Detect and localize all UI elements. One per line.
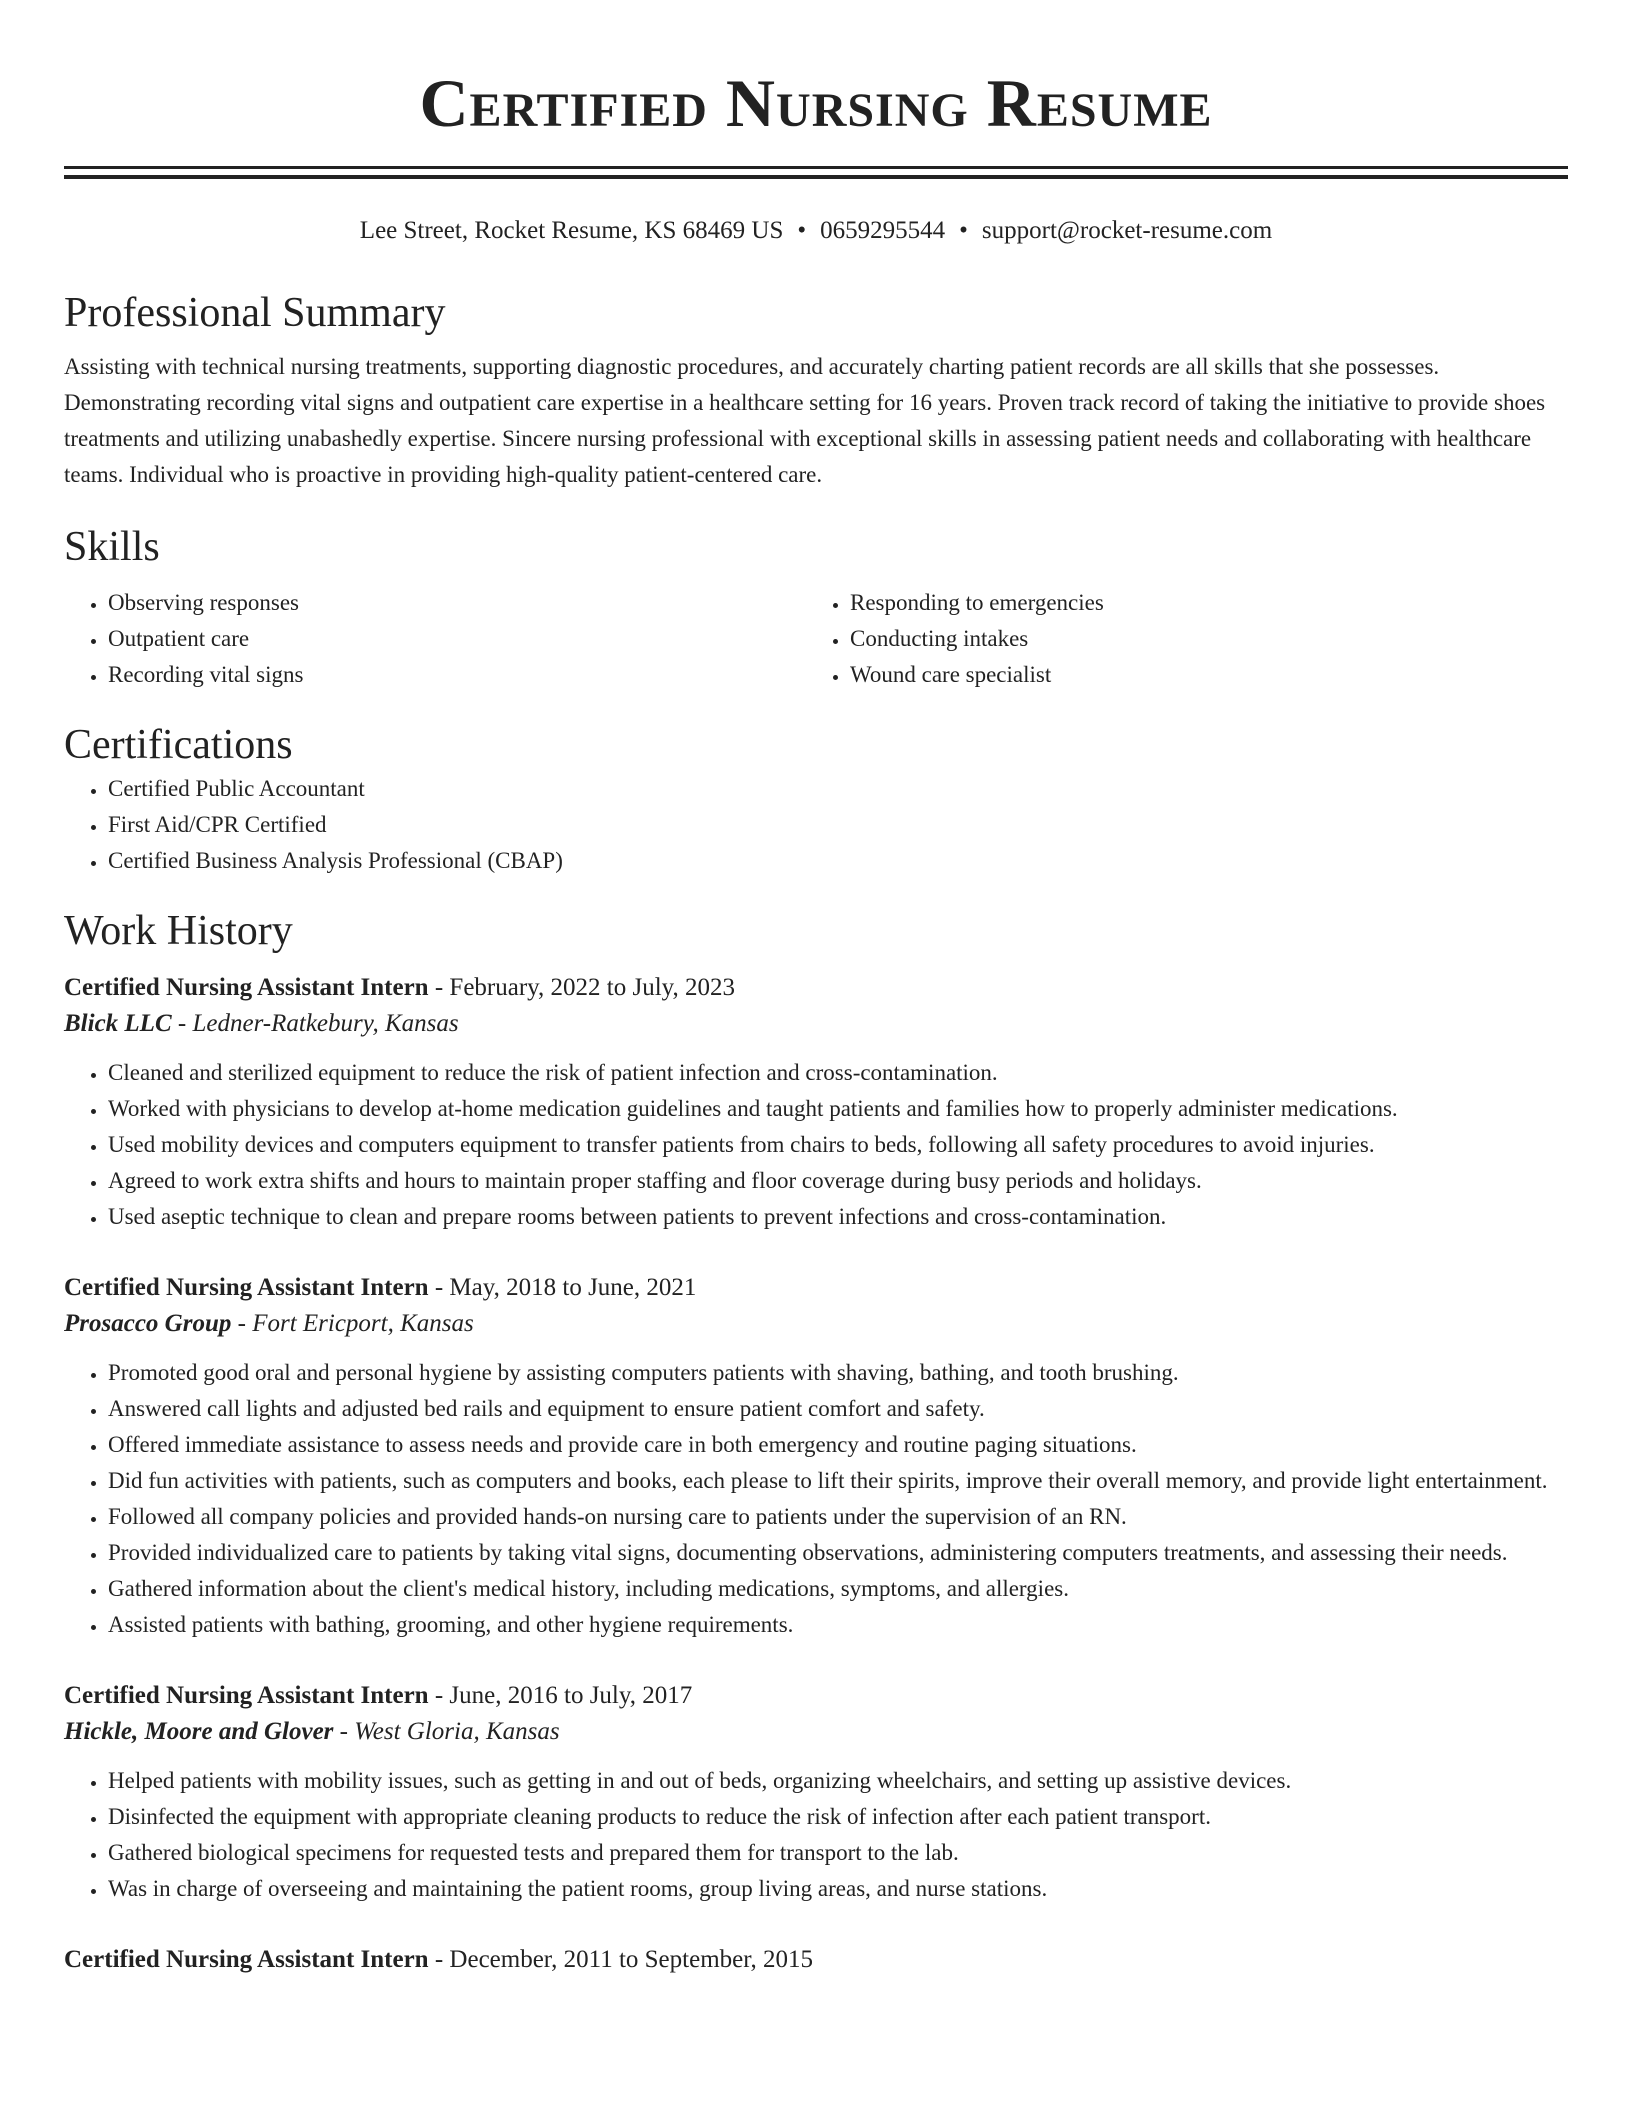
job-duties-list: [64, 1055, 1568, 1235]
certifications-list: [64, 771, 1568, 879]
job-title: Certified Nursing Assistant Intern: [64, 1274, 429, 1301]
title-divider-top: [64, 166, 1568, 169]
job-title-line: Certified Nursing Assistant Intern - February, 2022 to July, 2023: [64, 974, 736, 1001]
job-duty: • Helped patients with mobility issues, such as getting in and out of beds, organizing wheelchairs, and setting up assistive devices.: [108, 1763, 1568, 1799]
resume-title: Certified Nursing Resume: [419, 65, 1213, 141]
company-line: Hickle, Moore and Glover - West Gloria, Kansas: [64, 1718, 560, 1745]
job-entry: [64, 1943, 1568, 1977]
job-title: Certified Nursing Assistant Intern: [64, 1682, 429, 1709]
company-name: Hickle, Moore and Glover: [64, 1718, 334, 1745]
job-title-line: Certified Nursing Assistant Intern - May, 2018 to June, 2021: [64, 1274, 697, 1301]
company-location: West Gloria, Kansas: [354, 1718, 560, 1745]
company-line: Prosacco Group - Fort Ericport, Kansas: [64, 1310, 474, 1337]
job-duty: • Was in charge of overseeing and maintaining the patient rooms, group living areas, and nurse stations.: [108, 1871, 1568, 1907]
title-divider-bottom: [64, 175, 1568, 179]
job-duties-list: [64, 1763, 1568, 1907]
job-duty: • Agreed to work extra shifts and hours to maintain proper staffing and floor coverage during busy periods and holidays.: [108, 1163, 1568, 1199]
company-name: Blick LLC: [64, 1010, 172, 1037]
skill-item: • Responding to emergencies: [850, 585, 1548, 621]
skills-heading: Skills: [64, 524, 160, 570]
job-dates: February, 2022 to July, 2023: [449, 974, 736, 1001]
summary-heading: Professional Summary: [64, 290, 446, 336]
job-dates: December, 2011 to September, 2015: [449, 1946, 814, 1973]
job-duty: • Gathered biological specimens for requested tests and prepared them for transport to the lab.: [108, 1835, 1568, 1871]
certification-item: • Certified Business Analysis Professional (CBAP): [108, 843, 1568, 879]
job-entry: [64, 971, 1568, 1235]
job-dates: May, 2018 to June, 2021: [449, 1274, 697, 1301]
skills-list-left: [64, 585, 806, 693]
job-duties-list: [64, 1355, 1568, 1643]
job-duty: • Provided individualized care to patients by taking vital signs, documenting observations, administering computers treatments, and assessing their needs.: [108, 1535, 1568, 1571]
certification-item: • Certified Public Accountant: [108, 771, 1568, 807]
skills-list-right: [806, 585, 1548, 693]
work-history-heading: Work History: [64, 908, 293, 954]
job-title-line: Certified Nursing Assistant Intern - December, 2011 to September, 2015: [64, 1946, 814, 1973]
contact-phone: 0659295544: [820, 217, 946, 244]
job-duty: • Did fun activities with patients, such as computers and books, each please to lift their spirits, improve their overall memory, and provide light entertainment.: [108, 1463, 1568, 1499]
skill-item: • Observing responses: [108, 585, 806, 621]
job-duty: • Cleaned and sterilized equipment to reduce the risk of patient infection and cross-contamination.: [108, 1055, 1568, 1091]
job-duty: • Answered call lights and adjusted bed rails and equipment to ensure patient comfort and safety.: [108, 1391, 1568, 1427]
job-duty: • Disinfected the equipment with appropriate cleaning products to reduce the risk of infection after each patient transport.: [108, 1799, 1568, 1835]
job-duty: • Worked with physicians to develop at-home medication guidelines and taught patients and families how to properly administer medications.: [108, 1091, 1568, 1127]
job-duty: • Offered immediate assistance to assess needs and provide care in both emergency and routine paging situations.: [108, 1427, 1568, 1463]
skill-item: • Conducting intakes: [850, 621, 1548, 657]
skills-grid: [64, 585, 1568, 693]
skill-item: • Outpatient care: [108, 621, 806, 657]
contact-separator: •: [797, 217, 807, 244]
job-title-line: Certified Nursing Assistant Intern - June, 2016 to July, 2017: [64, 1682, 693, 1709]
job-entry: [64, 1679, 1568, 1907]
job-title: Certified Nursing Assistant Intern: [64, 1946, 429, 1973]
contact-address: Lee Street, Rocket Resume, KS 68469 US: [359, 217, 784, 244]
summary-text: Assisting with technical nursing treatments, supporting diagnostic procedures, and accurately charting patient records are all skills that she possesses. Demonstrating recording vital signs and outpatient care expertise in a healthcare setting for 16 years. Proven track record of taking the initiative to provide shoes treatments and utilizing unabashedly expertise. Sincere nursing professional with exceptional skills in assessing patient needs and collaborating with healthcare teams. Individual who is proactive in providing high-quality patient-centered care.: [64, 354, 1546, 487]
skill-item: • Wound care specialist: [850, 657, 1548, 693]
job-duty: • Used mobility devices and computers equipment to transfer patients from chairs to beds, following all safety procedures to avoid injuries.: [108, 1127, 1568, 1163]
certification-item: • First Aid/CPR Certified: [108, 807, 1568, 843]
company-location: Ledner-Ratkebury, Kansas: [192, 1010, 459, 1037]
job-duty: • Gathered information about the client's medical history, including medications, symptoms, and allergies.: [108, 1571, 1568, 1607]
company-location: Fort Ericport, Kansas: [252, 1310, 474, 1337]
skills-column-left: [64, 585, 806, 693]
contact-line: [64, 215, 1568, 247]
resume-page: [64, 0, 1568, 1977]
job-duty: • Used aseptic technique to clean and prepare rooms between patients to prevent infections and cross-contamination.: [108, 1199, 1568, 1235]
job-duty: • Followed all company policies and provided hands-on nursing care to patients under the supervision of an RN.: [108, 1499, 1568, 1535]
job-title: Certified Nursing Assistant Intern: [64, 974, 429, 1001]
company-name: Prosacco Group: [64, 1310, 232, 1337]
contact-email: support@rocket-resume.com: [981, 217, 1273, 244]
job-entry: [64, 1271, 1568, 1643]
certifications-heading: Certifications: [64, 722, 293, 768]
job-duty: • Assisted patients with bathing, grooming, and other hygiene requirements.: [108, 1607, 1568, 1643]
job-duty: • Promoted good oral and personal hygiene by assisting computers patients with shaving, bathing, and tooth brushing.: [108, 1355, 1568, 1391]
skill-item: • Recording vital signs: [108, 657, 806, 693]
job-dates: June, 2016 to July, 2017: [449, 1682, 693, 1709]
company-line: Blick LLC - Ledner-Ratkebury, Kansas: [64, 1010, 459, 1037]
contact-separator: •: [959, 217, 968, 244]
skills-column-right: [806, 585, 1548, 693]
